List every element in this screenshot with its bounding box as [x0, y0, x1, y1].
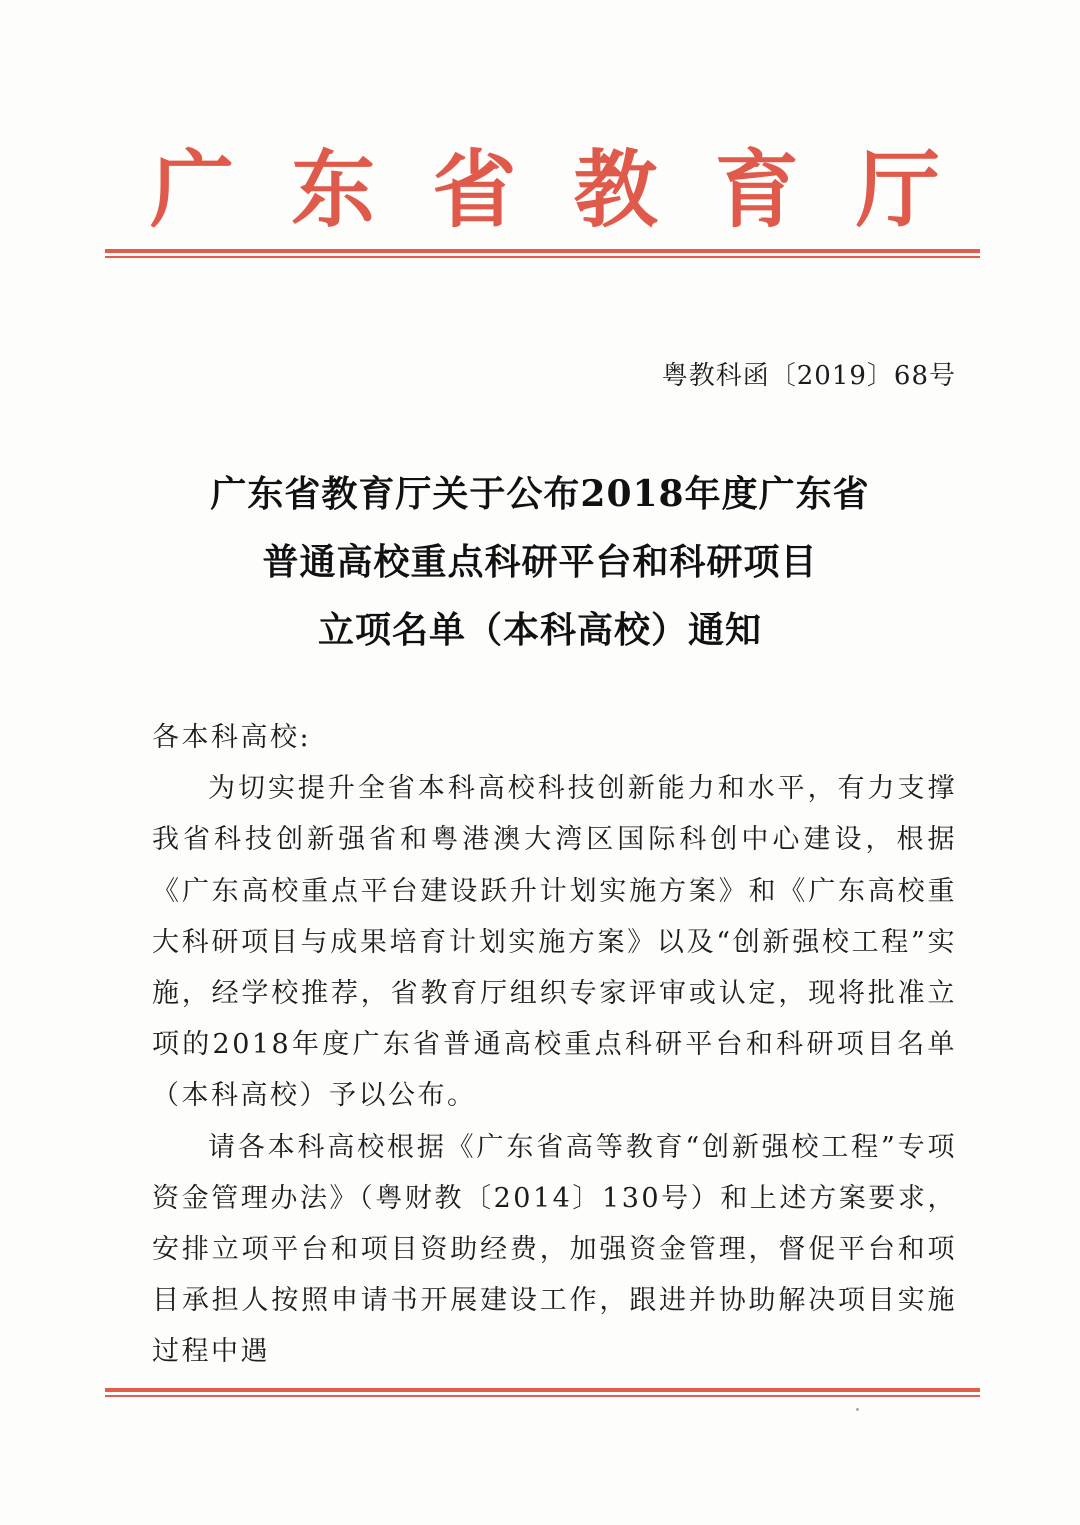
salutation: 各本科高校:: [152, 722, 312, 753]
letterhead-org-name: [105, 140, 980, 240]
letterhead-char: 广: [150, 140, 235, 239]
letterhead-red-rule-thin: [105, 256, 980, 258]
letterhead-char: 省: [432, 140, 517, 239]
letterhead-char: 厅: [855, 140, 940, 239]
title-line: 广东省教育厅关于公布2018年度广东省: [210, 473, 870, 515]
letterhead-char: 教: [573, 140, 658, 239]
letterhead-char: 东: [291, 140, 376, 239]
footer-red-rule-thin: [105, 1395, 980, 1397]
document-title: [0, 460, 1080, 664]
document-number: 粤教科函〔2019〕68号: [661, 361, 956, 391]
letterhead-char: 育: [714, 140, 799, 239]
body-paragraph: 请各本科高校根据《广东省高等教育“创新强校工程”专项资金管理办法》（粤财教〔2014〕130号）和上述方案要求，安排立项平台和项目资助经费，加强资金管理，督促平台和项目承担人按照申请书开展建设工作，跟进并协助解决项目实施过程中遇: [152, 1131, 957, 1368]
footer-red-rule: [105, 1388, 980, 1392]
body-paragraph: 为切实提升全省本科高校科技创新能力和水平，有力支撑我省科技创新强省和粤港澳大湾区国际科创中心建设，根据《广东高校重点平台建设跃升计划实施方案》和《广东高校重大科研项目与成果培育计划实施方案》以及“创新强校工程”实施，经学校推荐，省教育厅组织专家评审或认定，现将批准立项的2018年度广东省普通高校重点科研平台和科研项目名单（本科高校）予以公布。: [152, 773, 957, 1112]
letterhead-red-rule: [105, 249, 980, 253]
title-line: 普通高校重点科研平台和科研项目: [262, 541, 818, 583]
title-line: 立项名单（本科高校）通知: [317, 609, 762, 651]
scan-speck: [856, 1408, 859, 1411]
document-body: [152, 712, 957, 1378]
